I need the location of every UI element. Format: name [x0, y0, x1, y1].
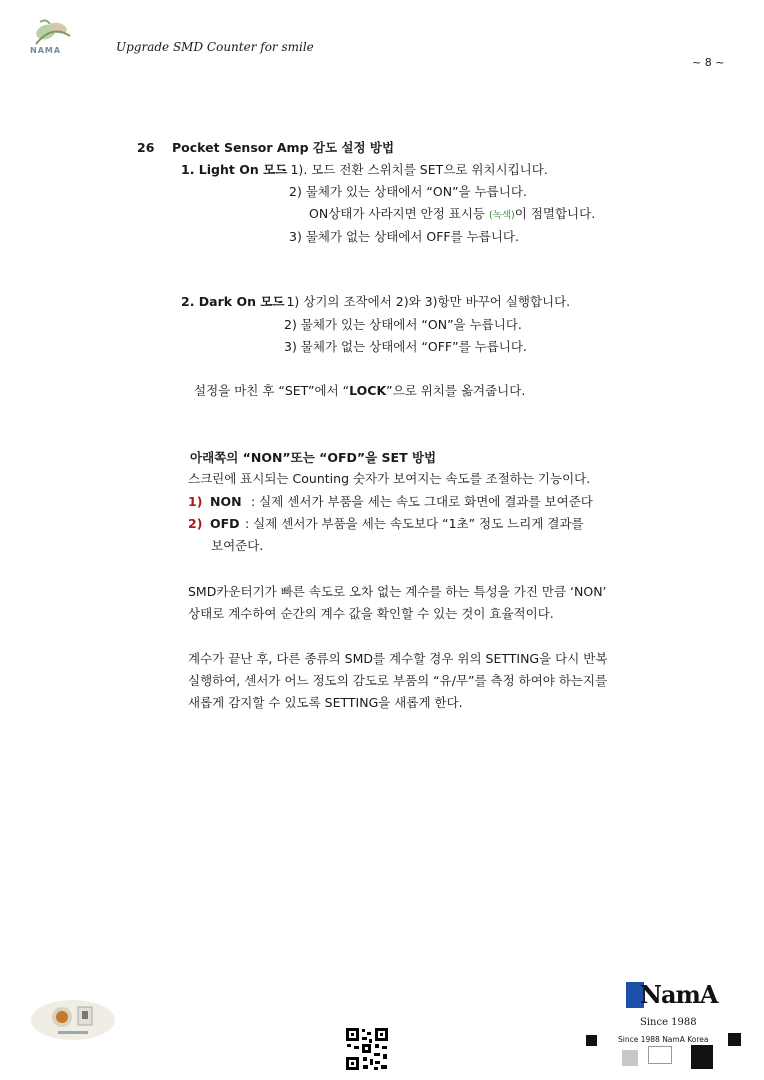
paragraph1-line2: 상태로 계수하여 순간의 계수 값을 확인할 수 있는 것이 효율적이다. [188, 606, 554, 621]
light-on-label: 1. Light On 모드 [181, 162, 288, 177]
dark-on-step3: 3) 물체가 없는 상태에서 “OFF”를 누릅니다. [284, 339, 527, 354]
light-on-step2: 2) 물체가 있는 상태에서 “ON”을 누릅니다. [289, 184, 527, 199]
non-ofd-intro: 스크린에 표시되는 Counting 숫자가 보여지는 속도를 조절하는 기능이다. [188, 471, 591, 486]
dark-on-label: 2. Dark On 모드 [181, 294, 285, 309]
lock-note-post: ”으로 위치를 옮겨줍니다. [386, 383, 526, 398]
paragraph2-line1: 계수가 끝난 후, 다른 종류의 SMD를 계수할 경우 위의 SETTING을 다시 반복 [188, 651, 608, 666]
page-number: ~ 8 ~ [692, 56, 725, 69]
light-on-step1: - 1). 모드 전환 스위치를 SET으로 위치시킵니다. [282, 162, 548, 177]
dark-on-step2: 2) 물체가 있는 상태에서 “ON”을 누릅니다. [284, 317, 522, 332]
black-block [691, 1045, 713, 1069]
note-text-end: 이 점멸합니다. [514, 206, 596, 221]
logo-text: NAMA [30, 46, 62, 55]
note-text: ON상태가 사라지면 안정 표시등 [309, 206, 489, 221]
item1-number: 1) [188, 494, 203, 509]
lock-note [194, 383, 525, 399]
brand-logo [626, 980, 718, 1010]
since-korea-text: Since 1988 NamA Korea [618, 1035, 709, 1044]
registration-mark-right [728, 1033, 741, 1046]
paragraph2-line3: 새롭게 감지할 수 있도록 SETTING을 새롭게 한다. [188, 695, 463, 710]
green-label: (녹색) [488, 210, 515, 221]
registration-mark [586, 1035, 597, 1046]
paragraph1-line1: SMD카운터기가 빠른 속도로 오차 없는 계수를 하는 특성을 가진 만큼 ‘NON’ [188, 584, 607, 599]
lock-note-pre: 설정을 마친 후 “SET”에서 “ [194, 383, 350, 398]
light-on-step2-note [309, 206, 595, 224]
item1-text: : 실제 센서가 부품을 세는 속도 그대로 화면에 결과를 보여준다 [251, 494, 593, 509]
header-title: Upgrade SMD Counter for smile [116, 40, 314, 54]
brand-text: NamA [640, 980, 718, 1009]
dark-on-step1: - 1) 상기의 조작에서 2)와 3)항만 바꾸어 실행합니다. [278, 294, 571, 309]
paragraph2-line2: 실행하여, 센서가 어느 정도의 감도로 부품의 “유/무”를 측정 하여야 하는지를 [188, 673, 608, 688]
outline-block [648, 1046, 672, 1064]
lock-keyword: LOCK [349, 383, 387, 398]
item1-key: NON [210, 494, 242, 509]
section-title: Pocket Sensor Amp 감도 설정 방법 [172, 140, 395, 155]
since-text: Since 1988 [640, 1017, 697, 1028]
gray-block [622, 1050, 638, 1066]
item2-text: : 실제 센서가 부품을 세는 속도보다 “1초” 정도 느리게 결과를 [245, 516, 584, 531]
certification-logo [28, 995, 118, 1045]
non-ofd-heading: 아래쪽의 “NON”또는 “OFD”을 SET 방법 [190, 450, 437, 465]
section-number: 26 [137, 140, 155, 155]
item2-cont: 보여준다. [211, 538, 264, 553]
item2-key: OFD [210, 516, 240, 531]
light-on-step3: 3) 물체가 없는 상태에서 OFF를 누릅니다. [289, 229, 519, 244]
qr-code [345, 1027, 389, 1071]
item2-number: 2) [188, 516, 203, 531]
